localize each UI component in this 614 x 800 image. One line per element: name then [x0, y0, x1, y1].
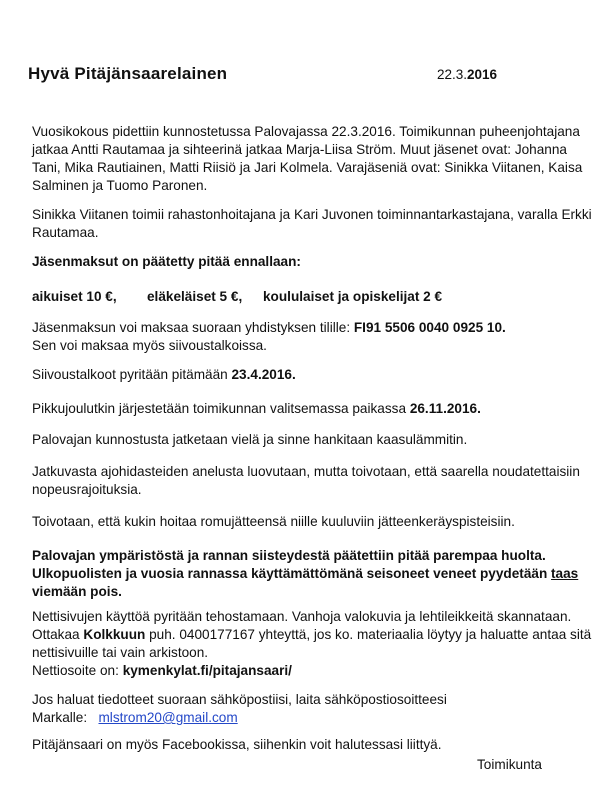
email-link[interactable]: mlstrom20@gmail.com — [98, 710, 238, 725]
paragraph-website — [32, 608, 592, 680]
cleanup-date: 23.4.2016. — [231, 367, 296, 382]
boats-text-1: Palovajan ympäristöstä ja rannan siisteydestä päätettiin pitää parempaa huolta. Ulkopuolisten ja vuosia rannassa käyttämättömänä seisoneet veneet pyydetään — [32, 548, 552, 581]
web-address-label: Nettiosoite on: — [32, 663, 123, 678]
cleanup-text: Siivoustalkoot pyritään pitämään — [32, 367, 232, 382]
web-address[interactable]: kymenkylat.fi/pitajansaari/ — [122, 663, 292, 678]
fee-adults: aikuiset 10 €, — [32, 289, 117, 304]
website-text-2: puh. 0400177167 yhteyttä, jos ko. materiaalia löytyy ja haluatte antaa sitä nettisivuille tai vain arkistoon. — [32, 627, 592, 660]
paragraph-christmas — [32, 400, 592, 418]
email-text: Jos haluat tiedotteet suoraan sähköpostiisi, laita sähköpostiosoitteesi — [32, 692, 447, 707]
fee-students: koululaiset ja opiskelijat 2 € — [263, 289, 443, 304]
paragraph-payment — [32, 319, 592, 355]
paragraph-annual-meeting: Vuosikokous pidettiin kunnostetussa Palovajassa 22.3.2016. Toimikunnan puheenjohtajana jatkaa Antti Rautamaa ja sihteerinä jatkaa Marja-Liisa Ström. Muut jäsenet ovat: Johanna Tani, Mika Rautiainen, Matti Riisiö ja Jari Kolmela. Varajäseniä ovat: Sinikka Viitanen, Kaisa Salminen ja Tuomo Paronen. — [32, 124, 583, 193]
date-year: 2016 — [467, 67, 498, 82]
boats-text-2: viemään pois. — [32, 584, 122, 599]
christmas-text: Pikkujoulutkin järjestetään toimikunnan valitsemassa paikassa — [32, 401, 410, 416]
signature: Toimikunta — [477, 757, 542, 772]
letter-title: Hyvä Pitäjänsaarelainen — [28, 64, 228, 83]
paragraph-cleanup — [32, 366, 592, 384]
boats-text-underlined: taas — [551, 566, 579, 581]
paragraph-waste: Toivotaan, että kukin hoitaa romujätteensä niille kuuluviin jätteenkeräyspisteisiin. — [32, 514, 515, 529]
paragraph-facebook: Pitäjänsaari on myös Facebookissa, siihenkin voit halutessasi liittyä. — [32, 737, 442, 752]
bank-account-number: FI91 5506 0040 0925 10. — [353, 320, 506, 335]
email-label: Markalle: — [32, 710, 99, 725]
contact-name: Kolkkuun — [83, 627, 146, 642]
payment-text-2: Sen voi maksaa myös siivoustalkoissa. — [32, 338, 267, 353]
paragraph-speed-limits: Jatkuvasta ajohidasteiden anelusta luovutaan, mutta toivotaan, että saarella noudatettaisiin nopeusrajoituksia. — [32, 464, 580, 497]
payment-text: Jäsenmaksun voi maksaa suoraan yhdistyksen tilille: — [32, 320, 354, 335]
website-text-1: Nettisivujen käyttöä pyritään tehostamaan. Vanhoja valokuvia ja lehtileikkeitä skannataan. Ottakaa — [32, 609, 572, 642]
letter-date — [437, 67, 497, 82]
paragraph-palovaja: Palovajan kunnostusta jatketaan vielä ja sinne hankitaan kaasulämmitin. — [32, 432, 468, 447]
christmas-date: 26.11.2016. — [409, 401, 481, 416]
date-day-month: 22.3. — [437, 67, 468, 82]
paragraph-boats — [32, 547, 592, 601]
paragraph-treasurer: Sinikka Viitanen toimii rahastonhoitajana ja Kari Juvonen toiminnantarkastajana, varalla Erkki Rautamaa. — [32, 207, 592, 240]
fee-pensioners: eläkeläiset 5 €, — [147, 289, 243, 304]
fees-heading: Jäsenmaksut on päätetty pitää ennallaan: — [32, 254, 301, 269]
paragraph-email — [32, 691, 592, 727]
